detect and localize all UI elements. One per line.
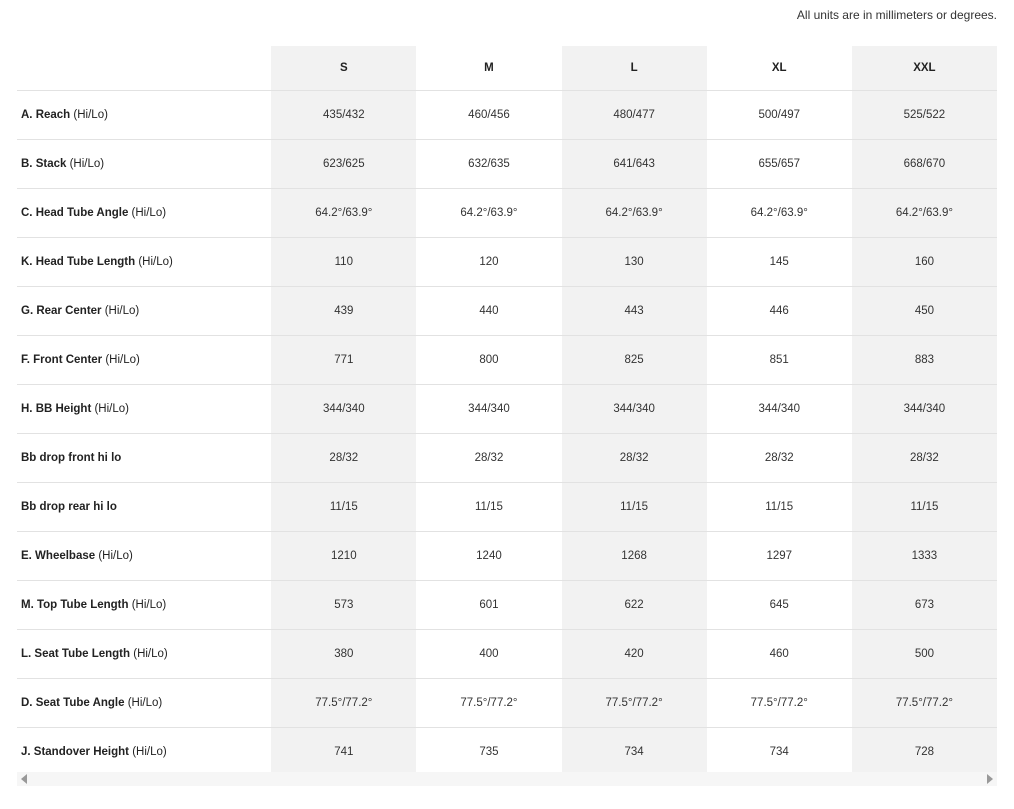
table-cell: 11/15: [416, 483, 561, 532]
table-cell: 601: [416, 581, 561, 630]
table-cell: 400: [416, 630, 561, 679]
horizontal-scrollbar[interactable]: [17, 772, 997, 786]
row-label-name: H. BB Height: [21, 403, 92, 415]
table-row: [17, 287, 997, 336]
table-cell: 825: [562, 336, 707, 385]
row-label: [17, 189, 271, 238]
table-cell: 439: [271, 287, 416, 336]
table-row: [17, 630, 997, 679]
row-label: [17, 140, 271, 189]
row-label-suffix: (Hi/Lo): [66, 158, 105, 170]
table-cell: 11/15: [271, 483, 416, 532]
table-cell: 420: [562, 630, 707, 679]
size-header-s: S: [271, 46, 416, 91]
row-label-name: A. Reach: [21, 109, 71, 121]
table-cell: 11/15: [562, 483, 707, 532]
row-label: [17, 238, 271, 287]
table-cell: 623/625: [271, 140, 416, 189]
table-cell: 344/340: [707, 385, 852, 434]
table-cell: 28/32: [562, 434, 707, 483]
table-cell: 77.5°/77.2°: [562, 679, 707, 728]
geometry-table: [17, 46, 997, 777]
row-label-suffix: (Hi/Lo): [101, 305, 140, 317]
row-label-name: E. Wheelbase: [21, 550, 96, 562]
table-cell: 673: [852, 581, 997, 630]
table-row: [17, 189, 997, 238]
table-cell: 734: [707, 728, 852, 777]
table-header-row: [17, 46, 997, 91]
row-label-name: Bb drop rear hi lo: [21, 501, 117, 513]
table-row: [17, 728, 997, 777]
row-label-suffix: (Hi/Lo): [95, 550, 133, 562]
row-label: [17, 483, 271, 532]
row-label-name: M. Top Tube Length: [21, 599, 129, 611]
table-cell: 344/340: [562, 385, 707, 434]
table-cell: 440: [416, 287, 561, 336]
table-row: [17, 140, 997, 189]
table-cell: 525/522: [852, 91, 997, 140]
table-cell: 64.2°/63.9°: [271, 189, 416, 238]
row-label: [17, 581, 271, 630]
table-row: [17, 532, 997, 581]
table-cell: 771: [271, 336, 416, 385]
table-cell: 11/15: [707, 483, 852, 532]
row-label: [17, 336, 271, 385]
table-cell: 500: [852, 630, 997, 679]
table-cell: 728: [852, 728, 997, 777]
table-cell: 800: [416, 336, 561, 385]
table-cell: 64.2°/63.9°: [562, 189, 707, 238]
table-cell: 28/32: [707, 434, 852, 483]
table-cell: 668/670: [852, 140, 997, 189]
row-label: [17, 385, 271, 434]
table-row: [17, 385, 997, 434]
row-label: [17, 91, 271, 140]
table-cell: 11/15: [852, 483, 997, 532]
units-note: All units are in millimeters or degrees.: [796, 8, 997, 22]
table-row: [17, 434, 997, 483]
table-cell: 641/643: [562, 140, 707, 189]
row-label-suffix: (Hi/Lo): [70, 109, 108, 121]
table-cell: 655/657: [707, 140, 852, 189]
table-cell: 110: [271, 238, 416, 287]
row-label-name: B. Stack: [21, 158, 67, 170]
size-header-m: M: [416, 46, 561, 91]
table-cell: 344/340: [271, 385, 416, 434]
table-cell: 500/497: [707, 91, 852, 140]
table-cell: 1333: [852, 532, 997, 581]
row-label: [17, 679, 271, 728]
table-cell: 1210: [271, 532, 416, 581]
row-label-name: J. Standover Height: [21, 746, 129, 758]
row-label-suffix: (Hi/Lo): [130, 648, 168, 660]
table-cell: 460/456: [416, 91, 561, 140]
row-label: [17, 630, 271, 679]
table-row: [17, 679, 997, 728]
table-cell: 645: [707, 581, 852, 630]
table-row: [17, 336, 997, 385]
row-label-name: F. Front Center: [21, 354, 103, 366]
table-cell: 1268: [562, 532, 707, 581]
row-label-suffix: (Hi/Lo): [124, 697, 163, 709]
table-row: [17, 238, 997, 287]
size-header-l: L: [562, 46, 707, 91]
table-cell: 734: [562, 728, 707, 777]
table-cell: 64.2°/63.9°: [416, 189, 561, 238]
table-cell: 851: [707, 336, 852, 385]
table-body: [17, 91, 997, 777]
table-cell: 77.5°/77.2°: [707, 679, 852, 728]
table-cell: 1297: [707, 532, 852, 581]
row-label-suffix: (Hi/Lo): [129, 746, 167, 758]
table-cell: 77.5°/77.2°: [852, 679, 997, 728]
table-cell: 883: [852, 336, 997, 385]
table-cell: 77.5°/77.2°: [271, 679, 416, 728]
table-cell: 28/32: [271, 434, 416, 483]
table-cell: 64.2°/63.9°: [707, 189, 852, 238]
row-label-suffix: (Hi/Lo): [128, 599, 167, 611]
table-cell: 573: [271, 581, 416, 630]
table-cell: 28/32: [416, 434, 561, 483]
table-cell: 435/432: [271, 91, 416, 140]
table-cell: 741: [271, 728, 416, 777]
table-row: [17, 581, 997, 630]
row-label: [17, 434, 271, 483]
row-label-suffix: (Hi/Lo): [91, 403, 129, 415]
table-cell: 145: [707, 238, 852, 287]
row-label-name: K. Head Tube Length: [21, 256, 136, 268]
row-label-name: C. Head Tube Angle: [21, 207, 129, 219]
chevron-left-icon[interactable]: [21, 774, 27, 784]
row-label-suffix: (Hi/Lo): [102, 354, 140, 366]
table-cell: 450: [852, 287, 997, 336]
table-cell: 120: [416, 238, 561, 287]
table-row: [17, 91, 997, 140]
size-header-xxl: XXL: [852, 46, 997, 91]
table-cell: 735: [416, 728, 561, 777]
row-label-suffix: (Hi/Lo): [135, 256, 173, 268]
table-cell: 460: [707, 630, 852, 679]
row-label: [17, 532, 271, 581]
chevron-right-icon[interactable]: [987, 774, 993, 784]
row-label: [17, 287, 271, 336]
row-label-name: L. Seat Tube Length: [21, 648, 131, 660]
table-cell: 160: [852, 238, 997, 287]
table-cell: 446: [707, 287, 852, 336]
size-header-xl: XL: [707, 46, 852, 91]
table-cell: 344/340: [416, 385, 561, 434]
row-label: [17, 728, 271, 777]
table-cell: 380: [271, 630, 416, 679]
table-cell: 632/635: [416, 140, 561, 189]
table-cell: 480/477: [562, 91, 707, 140]
table-cell: 64.2°/63.9°: [852, 189, 997, 238]
table-row: [17, 483, 997, 532]
table-cell: 443: [562, 287, 707, 336]
row-label-suffix: (Hi/Lo): [128, 207, 167, 219]
table-cell: 77.5°/77.2°: [416, 679, 561, 728]
row-label-name: D. Seat Tube Angle: [21, 697, 125, 709]
table-cell: 1240: [416, 532, 561, 581]
table-cell: 622: [562, 581, 707, 630]
table-cell: 344/340: [852, 385, 997, 434]
row-label-name: G. Rear Center: [21, 305, 102, 317]
table-header-label: [17, 46, 271, 91]
table-cell: 130: [562, 238, 707, 287]
row-label-name: Bb drop front hi lo: [21, 452, 122, 464]
table-cell: 28/32: [852, 434, 997, 483]
